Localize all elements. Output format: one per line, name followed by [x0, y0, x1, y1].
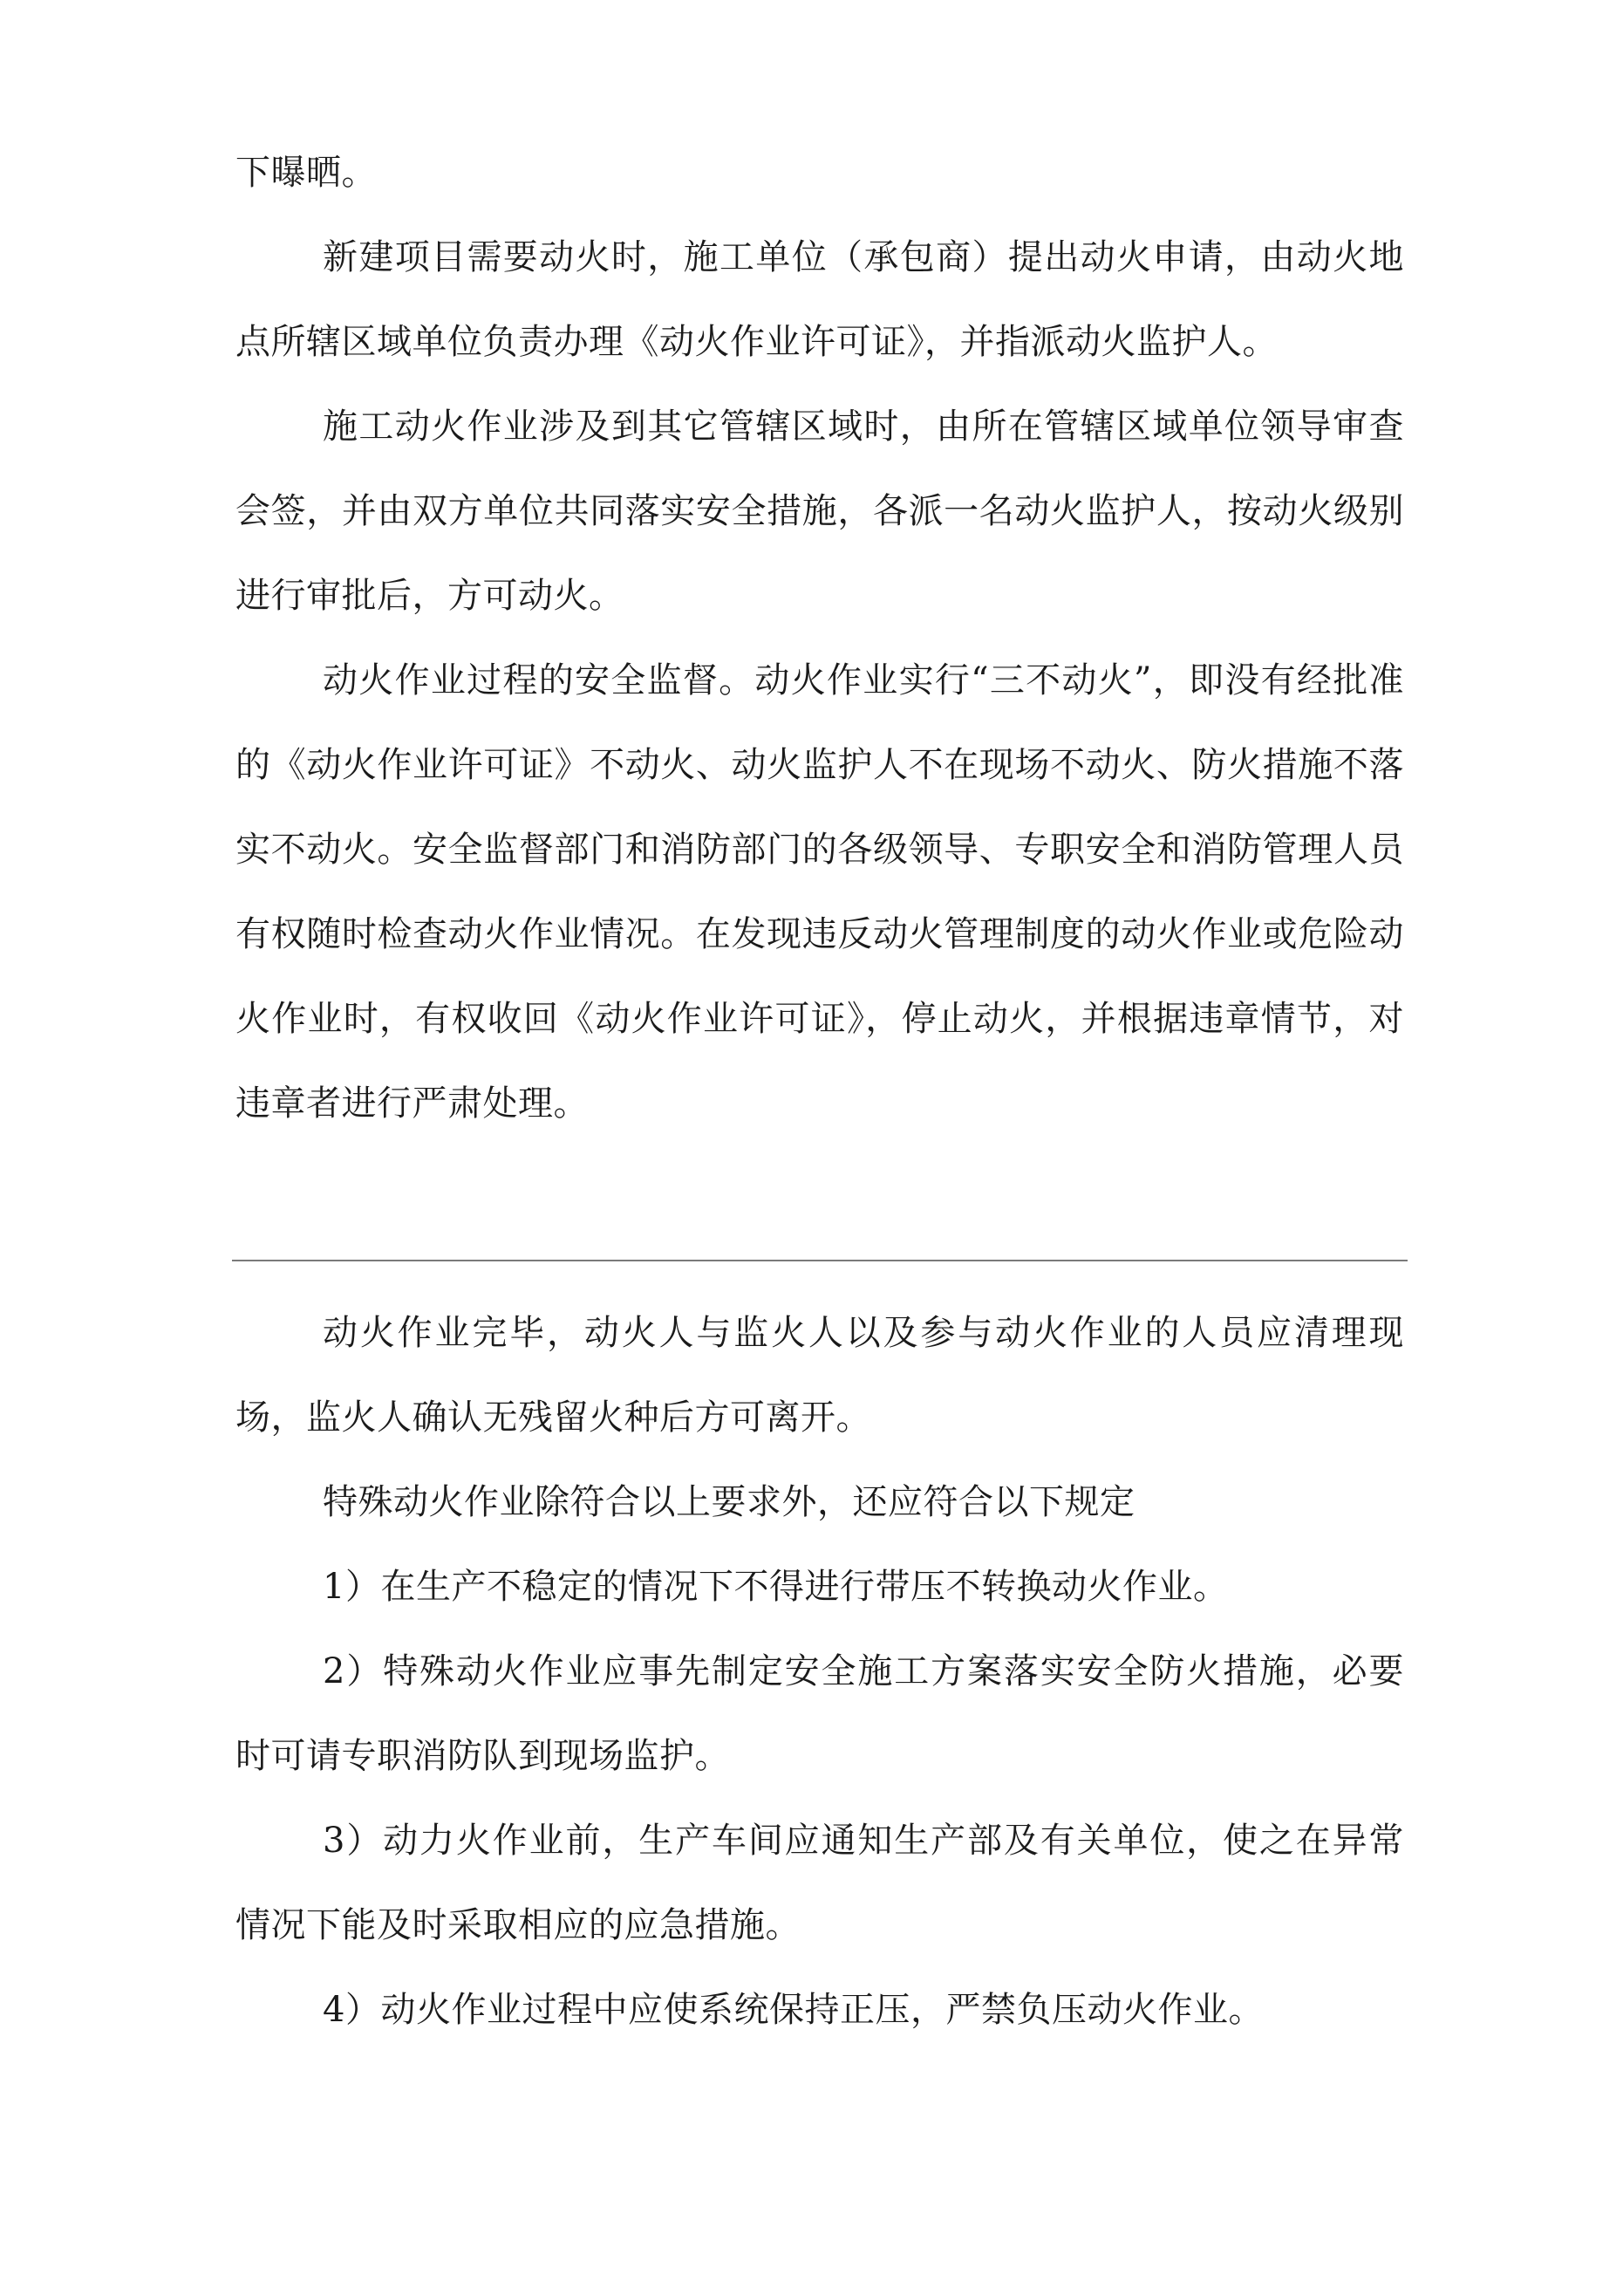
paragraph-cross-area-hot-work: 施工动火作业涉及到其它管辖区域时，由所在管辖区域单位领导审查会签，并由双方单位共同落实安全措施，各派一名动火监护人，按动火级别进行审批后，方可动火。 — [235, 407, 1404, 616]
page-divider — [232, 1260, 1408, 1261]
paragraph-safety-supervision: 动火作业过程的安全监督。动火作业实行“三不动火”，即没有经批准的《动火作业许可证》不动火、动火监护人不在现场不动火、防火措施不落实不动火。安全监督部门和消防部门的各级领导、专职安全和消防管理人员有权随时检查动火作业情况。在发现违反动火管理制度的动火作业或危险动火作业时，有权收回《动火作业许可证》，停止动火，并根据违章情节，对违章者进行严肃处理。 — [235, 660, 1404, 1124]
paragraph-special-hot-work-intro: 特殊动火作业除符合以上要求外，还应符合以下规定 — [323, 1482, 1135, 1522]
text-block-top — [235, 131, 1404, 1146]
list-item-4: 4）动火作业过程中应使系统保持正压，严禁负压动火作业。 — [323, 1990, 1264, 2030]
paragraph-site-cleanup: 动火作业完毕，动火人与监火人以及参与动火作业的人员应清理现场，监火人确认无残留火种后方可离开。 — [235, 1313, 1404, 1438]
paragraph-continuation: 下曝晒。 — [235, 153, 377, 193]
text-block-bottom — [235, 1291, 1404, 2053]
list-item-3: 3）动力火作业前，生产车间应通知生产部及有关单位，使之在异常情况下能及时采取相应的应急措施。 — [235, 1821, 1404, 1945]
paragraph-new-project-hot-work: 新建项目需要动火时，施工单位（承包商）提出动火申请，由动火地点所辖区域单位负责办理《动火作业许可证》，并指派动火监护人。 — [235, 237, 1404, 362]
list-item-1: 1）在生产不稳定的情况下不得进行带压不转换动火作业。 — [323, 1567, 1229, 1607]
list-item-2: 2）特殊动火作业应事先制定安全施工方案落实安全防火措施，必要时可请专职消防队到现场监护。 — [235, 1651, 1404, 1776]
